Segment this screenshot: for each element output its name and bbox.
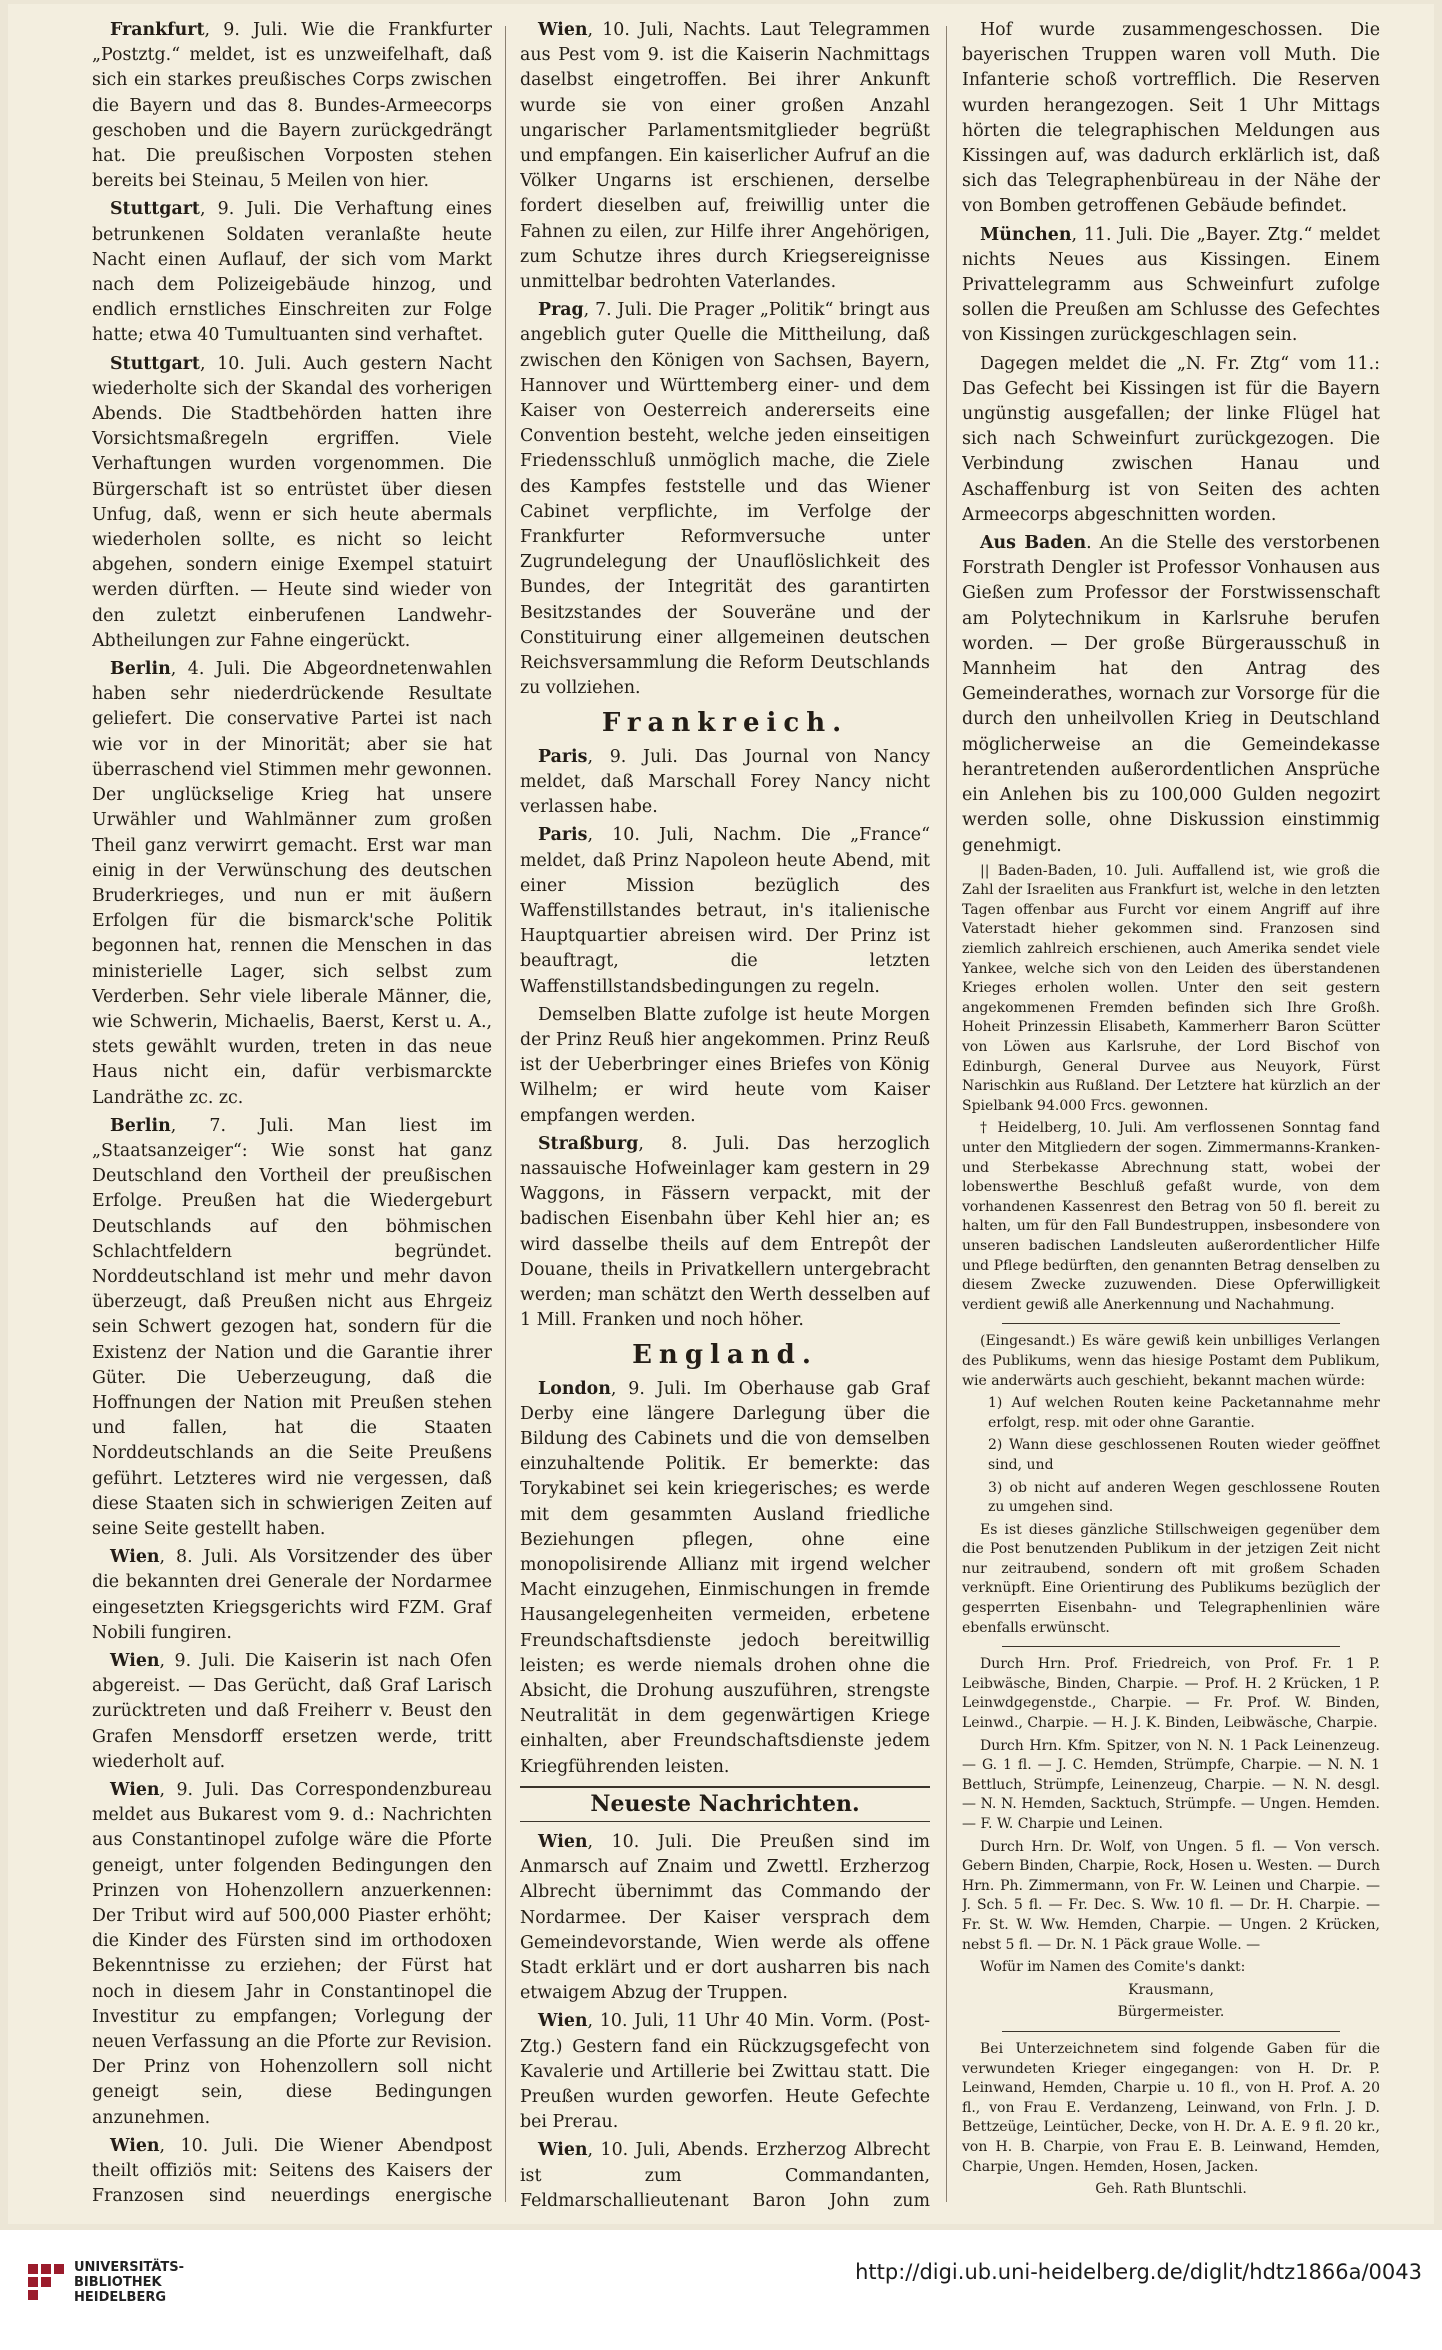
article-text: , 9. Juli. Das Correspondenzbureau meldet aus Bukarest vom 9. d.: Nachrichten aus Constantinopel zufolge wäre die Pforte geneigt, unter folgenden Bedingungen den Prinzen von Hohenzollern anzuerkennen: Der Tribut wird auf 500,000 Piaster erhöht; die Kinder des Fürsten sind im orthodoxen Bekenntnisse zu erziehen; der Fürst hat noch in diesem Jahr in Constantinopel die Investitur zu empfangen; Vorlegung der neuen Verfassung an die Pforte zur Revision. Der Prinz von Hohenzollern soll nicht geneigt sein, diese Bedingungen anzunehmen. [92,1780,492,2128]
article-paragraph [520,298,930,701]
article-text: , 10. Juli, Nachts. Laut Telegrammen aus Pest vom 9. ist die Kaiserin Nachmittags daselbst eingetroffen. Bei ihrer Ankunft wurde sie von einer großen Anzahl ungarischer Parlamentsmitglieder begrüßt und empfangen. Ein kaiserlicher Aufruf an die Völker Ungarns ist erschienen, derselbe fordert dieselben auf, freiwillig unter die Fahnen zu eilen, zur Hilfe ihrer Angehörigen, zum Schutze ihres durch Kriegsereignisse unmittelbar bedrohten Vaterlandes. [520,20,930,293]
article-paragraph [92,1649,492,1775]
article-text: , 10. Juli, Abends. Erzherzog Albrecht ist zum Commandanten, Feldmarschallieutenant Baron John zum [520,2140,930,2210]
small-print-paragraph: Durch Hrn. Prof. Friedreich, von Prof. Fr. 1 P. Leibwäsche, Binden, Charpie. — Prof. H. 2 Krücken, 1 P. Leinwdgegenstde., Charpie. — Fr. Prof. W. Binden, Leinwd., Charpie. — H. J. K. Binden, Leibwäsche, Charpie. [962,1656,1380,1732]
article-paragraph [92,1778,492,2131]
section-heading: Neueste Nachrichten. [520,1786,930,1822]
signature-line: Bürgermeister. [1117,2004,1225,2021]
article-dateline: Paris [538,825,588,846]
small-print-paragraph: † Heidelberg, 10. Juli. Am verflossenen Sonntag fand unter den Mitgliedern der sogen. Zimmermanns-Kranken- und Sterbekasse Abrechnung statt, wobei der lobenswerthe Beschluß gefaßt wurde, von dem vorhandenen Kassenrest den Betrag von 50 fl. bereit zu halten, um für den Fall Bundestruppen, insbesondere von unseren badischen Landsleuten außerordentlicher Hilfe und Pflege bedürften, den genannten Betrag denselben zu diesem Zwecke zuzuwenden. Diese Opferwilligkeit verdient gewiß alle Anerkennung und Nachahmung. [962,1120,1380,1313]
article-paragraph [520,18,930,295]
divider [1002,1646,1340,1647]
article-dateline: Wien [110,2135,160,2156]
list-item: 1) Auf welchen Routen keine Packetannahme mehr erfolgt, resp. mit oder ohne Garantie. [988,1395,1380,1431]
article-paragraph [520,2009,930,2135]
footer-bar [0,2230,1442,2350]
section-heading: England. [632,1340,818,1371]
article-paragraph [92,2134,492,2210]
article-dateline: Berlin [110,659,171,680]
article-paragraph [520,1003,930,1129]
small-print-paragraph: Bei Unterzeichnetem sind folgende Gaben für die verwundeten Krieger eingegangen: von H. Dr. P. Leinwand, Hemden, Charpie u. 10 fl., von H. Prof. A. 20 fl., von Frau E. Verdanzeng, Leinwand, von Frln. J. D. Bettzeüge, Leintücher, Decke, von H. Dr. A. E. 9 fl. 20 kr., von H. B. Charpie, von Frau E. B. Leinwand, Hemden, Charpie, Ungen. Hemden, Hosen, Jacken. [962,2040,1380,2175]
article-paragraph [92,657,492,1111]
library-name-line: HEIDELBERG [74,2290,167,2305]
page-url[interactable]: http://digi.ub.uni-heidelberg.de/diglit/hdtz1866a/0043 [855,2260,1422,2284]
library-name [74,2260,184,2305]
column-1 [92,18,492,2210]
small-print-paragraph: Durch Hrn. Dr. Wolf, von Ungen. 5 fl. — Von versch. Gebern Binden, Charpie, Rock, Hosen u. Westen. — Durch Hrn. Ph. Zimmermann, von Fr. W. Leinen und Charpie. — J. Sch. 5 fl. — Fr. Dec. S. Ww. 10 fl. — Dr. H. Charpie. — Fr. St. W. Ww. Hemden, Charpie. — Ungen. 2 Krücken, nebst 5 fl. — Dr. N. 1 Päck graue Wolle. — [962,1838,1380,1953]
article-paragraph [520,745,930,821]
article-text: , 11. Juli. Die „Bayer. Ztg.“ meldet nichts Neues aus Kissingen. Einem Privattelegramm aus Schweinfurt zufolge sollen die Preußen am Schlusse des Gefechtes von Kissingen zurückgeschlagen sein. [962,224,1380,346]
article-text: Demselben Blatte zufolge ist heute Morgen der Prinz Reuß hier angekommen. Prinz Reuß ist der Ueberbringer eines Briefes von König Wilhelm; er wird heute vom Kaiser empfangen werden. [520,1004,930,1126]
article-text: , 9. Juli. Die Kaiserin ist nach Ofen abgereist. — Das Gerücht, daß Graf Larisch zurücktreten und daß Freiherr v. Beust den Grafen Mensdorff ersetzen werde, tritt wiederholt auf. [92,1651,492,1772]
article-dateline: Prag [538,300,584,321]
list-item: 2) Wann diese geschlossenen Routen wieder geöffnet sind, und [988,1437,1380,1473]
article-paragraph [962,352,1380,528]
article-paragraph [92,1545,492,1646]
library-name-line: UNIVERSITÄTS- [74,2260,184,2275]
article-paragraph [520,1830,930,2006]
column-3 [962,18,1380,2210]
article-paragraph [520,823,930,999]
university-library-logo-icon [26,2262,66,2302]
article-dateline: Paris [538,746,588,767]
column-divider [946,26,947,2202]
divider [1002,2031,1340,2032]
signature-line: Krausmann, [1128,1981,1214,1998]
small-print-paragraph: || Baden-Baden, 10. Juli. Auffallend ist, wie groß die Zahl der Israeliten aus Frankfurt ist, welche in den letzten Tagen offenbar aus Furcht vor einem Angriff auf ihre Vaterstadt hieher gekommen sind. Franzosen sind ziemlich zahlreich erschienen, auch Amerika sendet viele Yankee, welche sich von den Leiden des überstandenen Krieges erholen wollen. Unter den seit gestern angekommenen Fremden befinden sich Ihre Großh. Hoheit Prinzessin Elisabeth, Kammerherr Baron Scütter von Löwen aus Karlsruhe, der Lord Bischof von Edinburgh, General Durvee aus Neuyork, Fürst Narischkin aus Rußland. Der Letztere hat kürzlich an der Spielbank 94.000 Frcs. gewonnen. [962,862,1380,1114]
article-dateline: Stuttgart [110,199,200,220]
article-text: , 10. Juli, Nachm. Die „France“ meldet, daß Prinz Napoleon heute Abend, mit einer Mission bezüglich des Waffenstillstandes betraut, in's italienische Hauptquartier abreisen wird. Der Prinz ist beauftragt, die letzten Waffenstillstandsbedingungen zu regeln. [520,825,930,997]
article-paragraph [92,18,492,194]
article-dateline: Wien [538,20,588,40]
article-paragraph [520,1132,930,1334]
small-print-paragraph: Wofür im Namen des Comite's dankt: [980,1959,1246,1976]
signature-line: Geh. Rath Bluntschli. [1095,2181,1247,2198]
column-divider [505,26,506,2202]
article-dateline: Wien [110,1780,160,1801]
article-text: , 7. Juli. Die Prager „Politik“ bringt aus angeblich guter Quelle die Mittheilung, daß zwischen den Königen von Sachsen, Bayern, Hannover und Württemberg einer- und dem Kaiser von Oesterreich andererseits eine Convention besteht, welche jeden einseitigen Friedensschluß unmöglich mache, die Ziele des Kampfes feststelle und das Wiener Cabinet verpflichte, im Verfolge der Frankfurter Reformversuche unter Zugrundelegung der Unauflöslichkeit des Bundes, der Integrität des garantirten Besitzstandes der Souveräne und der Constituirung einer allgemeinen deutschen Reichsversammlung die Reform Deutschlands zu vollziehen. [520,300,930,699]
article-paragraph [92,197,492,348]
article-text: , 4. Juli. Die Abgeordnetenwahlen haben sehr niederdrückende Resultate geliefert. Die conservative Partei ist nach wie vor in der Minorität; aber sie hat überraschend viel Stimmen mehr gewonnen. Der unglückselige Krieg hat unsere Urwähler und Wahlmänner zum großen Theil ganz verwirrt gemacht. Erst war man einig in der Verwünschung des deutschen Bruderkrieges, und nun er mit äußern Erfolgen für die bismarck'sche Politik begonnen hat, rennen die Menschen in das ministerielle Lager, sich selbst zum Verderben. Sehr viele liberale Männer, die, wie Schwerin, Michaelis, Baerst, Kerst u. A., stets gewählt wurden, treten in das neue Haus nicht ein, dafür verbismarckte Landräthe zc. zc. [92,659,492,1108]
article-dateline: Straßburg [538,1133,639,1154]
small-print-paragraph: (Eingesandt.) Es wäre gewiß kein unbilliges Verlangen des Publikums, wenn das hiesige Postamt dem Publikum, wie anderwärts auch geschieht, bekannt machen würde: [962,1333,1380,1389]
article-text: , 8. Juli. Das herzoglich nassauische Hofweinlager kam gestern in 29 Waggons, in Fässern verpackt, mit der badischen Eisenbahn über Kehl hier an; es wird dasselbe theils auf dem Entrepôt der Douane, theils in Privatkellern untergebracht werden; man schätzt den Werth desselben auf 1 Mill. Franken und noch höher. [520,1133,930,1331]
small-print-paragraph: Es ist dieses gänzliche Stillschweigen gegenüber dem die Post benutzenden Publikum in der jetzigen Zeit nicht nur zeitraubend, sondern oft mit großem Schaden verknüpft. Eine Orientirung des Publikums bezüglich der gesperrten Eisenbahn- und Telegraphenlinien wäre ebenfalls erwünscht. [962,1521,1380,1636]
article-text: , 9. Juli. Wie die Frankfurter „Postztg.“ meldet, ist es unzweifelhaft, daß sich ein starkes preußisches Corps zwischen die Bayern und das 8. Bundes-Armeecorps geschoben und die Bayern zurückgedrängt hat. Die preußischen Vorposten stehen bereits bei Steinau, 5 Meilen von hier. [92,20,492,192]
article-text: Dagegen meldet die „N. Fr. Ztg“ vom 11.: Das Gefecht bei Kissingen ist für die Bayern ungünstig ausgefallen; der linke Flügel hat sich nach Schweinfurt zurückgezogen. Die Verbindung zwischen Hanau und Aschaffenburg ist von Seiten des achten Armeecorps abgeschnitten worden. [962,353,1380,525]
article-dateline: Wien [538,2140,588,2161]
newspaper-page [8,4,1434,2224]
article-text: Hof wurde zusammengeschossen. Die bayerischen Truppen waren voll Muth. Die Infanterie schoß vortrefflich. Die Reserven wurden herangezogen. Seit 1 Uhr Mittags hörten die telegraphischen Meldungen aus Kissingen auf, was dadurch erklärlich ist, daß sich das Telegraphenbüreau in der Nähe der von Bomben getroffenen Gebäude befindet. [962,20,1380,217]
article-text: , 10. Juli. Die Preußen sind im Anmarsch auf Znaim und Zwettl. Erzherzog Albrecht übernimmt das Commando der Nordarmee. Der Kaiser versprach dem Gemeindevorstande, Wien werde als offene Stadt erklärt und er dort ausharren bis nach etwaigem Abzug der Truppen. [520,1832,930,2004]
article-dateline: Frankfurt [110,20,205,40]
library-name-line: BIBLIOTHEK [74,2275,162,2290]
article-text: , 10. Juli. Auch gestern Nacht wiederholte sich der Skandal des vorherigen Abends. Die Stadtbehörden hatten ihre Vorsichtsmaßregeln ergriffen. Viele Verhaftungen wurden vorgenommen. Die Bürgerschaft ist so entrüstet über diesen Unfug, daß, wenn er sich heute abermals wiederholen sollte, es nicht so leicht abgehen, sondern einige Exempel statuirt werden dürften. — Heute sind wieder von den zuletzt einberufenen Landwehr-Abtheilungen zur Fahne eingerückt. [92,353,492,651]
article-text: , 9. Juli. Die Verhaftung eines betrunkenen Soldaten veranlaßte heute Nacht einen Auflauf, der sich vom Markt nach dem Polizeigebäude hinzog, und endlich ernstliches Einschreiten zur Folge hatte; etwa 40 Tumultuanten sind verhaftet. [92,199,492,346]
article-paragraph [520,1377,930,1780]
article-paragraph [962,531,1380,859]
article-dateline: Wien [110,1547,160,1568]
section-heading: Frankreich. [601,708,849,739]
small-print-paragraph: Durch Hrn. Kfm. Spitzer, von N. N. 1 Pack Leinenzeug. — G. 1 fl. — J. C. Hemden, Strümpfe, Charpie. — N. N. 1 Bettluch, Strümpfe, Leinenzeug, Charpie. — N. N. desgl. — N. N. Hemden, Sacktuch, Strümpfe. — Ungen. Hemden. — F. W. Charpie und Leinen. [962,1737,1380,1833]
article-dateline: Berlin [110,1115,171,1136]
article-paragraph [962,223,1380,349]
article-text: , 10. Juli, 11 Uhr 40 Min. Vorm. (Post-Ztg.) Gestern fand ein Rückzugsgefecht von Kavalerie und Artillerie bei Zwittau statt. Die Preußen wurden geworfen. Heute Gefechte bei Prerau. [520,2011,930,2133]
article-text: . An die Stelle des verstorbenen Forstrath Dengler ist Professor Vonhausen aus Gießen zum Professor der Forstwissenschaft am Polytechnikum in Karlsruhe berufen worden. — Der große Bürgerausschuß in Mannheim hat den Antrag des Gemeinderathes, wornach zur Vorsorge für die durch den unheilvollen Krieg in Deutschland möglicherweise an die Gemeindekasse herantretenden außerordentlichen Ansprüche ein Anlehen bis zu 100,000 Gulden negozirt werden solle, ohne Diskussion einstimmig genehmigt. [962,533,1380,856]
article-dateline: Wien [538,2011,588,2032]
article-paragraph [92,352,492,654]
article-text: , 9. Juli. Das Journal von Nancy meldet, daß Marschall Forey Nancy nicht verlassen habe. [520,746,930,818]
article-text: , 7. Juli. Man liest im „Staatsanzeiger“: Wie sonst hat ganz Deutschland den Vortheil der preußischen Erfolge. Preußen hat die Wiedergeburt Deutschlands auf den böhmischen Schlachtfeldern begründet. Norddeutschland ist mehr und mehr davon überzeugt, daß Preußen nicht aus Ehrgeiz sein Schwert gezogen hat, sondern für die Existenz der Nation und die Garantie ihrer Güter. Die Ueberzeugung, daß die Hoffnungen der Nation mit Preußen stehen und fallen, hat die Staaten Norddeutschlands an die Seite Preußens geführt. Letzteres wird nie vergessen, daß diese Staaten sich in schwierigen Zeiten auf seine Seite gestellt haben. [92,1115,492,1539]
article-paragraph [520,2138,930,2210]
article-dateline: Wien [110,1651,160,1671]
article-text: , 8. Juli. Als Vorsitzender des über die bekannten drei Generale der Nordarmee eingesetzten Kriegsgerichts wird FZM. Graf Nobili fungiren. [92,1547,492,1643]
article-dateline: Wien [538,1832,588,1853]
article-dateline: Aus Baden [980,533,1087,554]
article-text: , 9. Juli. Im Oberhause gab Graf Derby eine längere Darlegung über die Bildung des Cabinets und die von demselben einzuhaltende Politik. Er bemerkte: das Torykabinet sei kein kriegerisches; es werde mit dem gesammten Ausland friedliche Beziehungen pflegen, ohne eine monopolisirende Allianz mit irgend welcher Macht einzugehen, Einmischungen in fremde Hausangelegenheiten vermeiden, erbetene Freundschaftsdienste jedoch bereitwillig leisten; es werde niemals drohen ohne die Absicht, die Drohung auszuführen, strengste Neutralität in dem gegenwärtigen Kriege einhalten, aber Freundschaftsdienste jedem Kriegführenden leisten. [520,1378,930,1777]
article-text: , 10. Juli. Die Wiener Abendpost theilt offiziös mit: Seitens des Kaisers der Franzosen sind neuerdings energische [92,2135,492,2207]
column-2 [520,18,930,2210]
article-paragraph [962,18,1380,220]
article-dateline: London [538,1378,611,1399]
article-dateline: Stuttgart [110,353,200,374]
divider [1002,1323,1340,1324]
article-dateline: München [980,224,1072,245]
article-paragraph [92,1114,492,1542]
list-item: 3) ob nicht auf anderen Wegen geschlossene Routen zu umgehen sind. [988,1479,1380,1516]
